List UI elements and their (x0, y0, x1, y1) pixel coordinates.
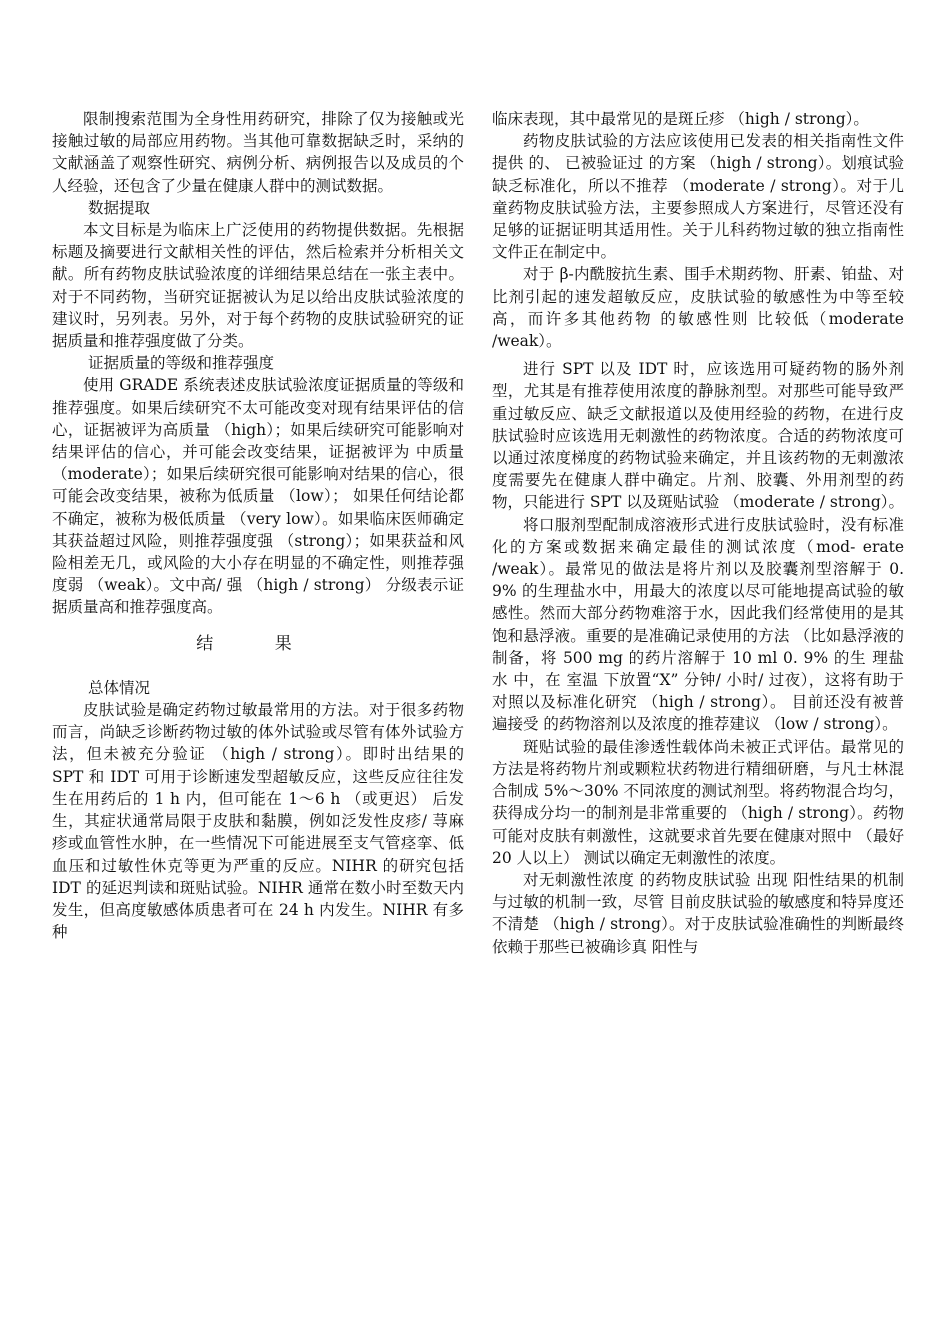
paragraph-data-extraction: 本文目标是为临床上广泛使用的药物提供数据。先根据标题及摘要进行文献相关性的评估，然后检索并分析相关文献。所有药物皮肤试验浓度的详细结果总结在一张主表中。对于不同药物，当研究证据被认为足以给出皮肤试验浓度的建议时，另列表。另外，对于每个药物的皮肤试验研究的证据质量和推荐强度做了分类。 (52, 221, 464, 351)
paragraph-evidence-grade: 使用 GRADE 系统表述皮肤试验浓度证据质量的等级和推荐强度。如果后续研究不太可能改变对现有结果评估的信心，证据被评为高质量 （high）；如果后续研究可能影响对结果评估的信心，并可能会改变结果，证据被评为 中质量 （moderate）；如果后续研究很可能影响对结果的信心，很可能会改变结果，被称为低质量 （low）； 如果任何结论都不确定，被称为极低质量 （very low）。如果临床医师确定其获益超过风险，则推荐强度强 （strong）；如果获益和风险相差无几，或风险的大小存在明显的不确定性，则推荐强度弱 （weak）。文中高/ 强 （high / strong） 分级表示证据质量高和推荐强度高。 (52, 376, 464, 617)
paragraph-patch-test: 斑贴试验的最佳渗透性载体尚未被正式评估。最常见的方法是将药物片剂或颗粒状药物进行精细研磨，与凡士林混合制成 5%～30% 不同浓度的测试剂型。将药物混合均匀，获得成分均一的制剂是非常重要的 （high / strong）。药物可能对皮肤有刺激性，这就要求首先要在健康对照中 （最好 20 人以上） 测试以确定无刺激性的浓度。 (492, 737, 904, 867)
paragraph-overall: 皮肤试验是确定药物过敏最常用的方法。对于很多药物而言，尚缺乏诊断药物过敏的体外试验或尽管有体外试验方法，但未被充分验证 （high / strong）。即时出结果的 SPT 和 IDT 可用于诊断速发型超敏反应，这些反应往往发生在用药后的 1 h 内，但可能在 1～6 h （或更迟） 后发生，其症状通常局限于皮肤和黏膜，例如泛发性皮疹/ 荨麻疹或血管性水肿，在一些情况下可能进展至支气管痉挛、低血压和过敏性休克等更为严重的反应。NIHR 的研究包括 IDT 的延迟判读和斑贴试验。NIHR 通常在数小时至数天内发生，但高度敏感体质患者可在 24 h 内发生。NIHR 有多种 (52, 701, 464, 942)
paragraph-continued: 临床表现，其中最常见的是斑丘疹 （high / strong）。 (492, 110, 869, 128)
paragraph-search-scope: 限制搜索范围为全身性用药研究，排除了仅为接触或光接触过敏的局部应用药物。当其他可靠数据缺乏时，采纳的文献涵盖了观察性研究、病例分析、病例报告以及成员的个人经验，还包含了少量在健康人群中的测试数据。 (52, 110, 464, 195)
paragraph-sensitivity: 对于 β-内酰胺抗生素、围手术期药物、肝素、铂盐、对比剂引起的速发超敏反应，皮肤试验的敏感性为中等至较高，而许多其他药物 的敏感性则 比较低（moderate /weak）。 (492, 265, 904, 351)
paragraph-nonirritant: 对无刺激性浓度 的药物皮肤试验 出现 阳性结果的机制与过敏的机制一致，尽管 目前皮肤试验的敏感度和特异度还不清楚 （high / strong）。对于皮肤试验准确性的判断最终依赖于那些已被确诊真 阳性与 (492, 870, 904, 956)
right-column (492, 108, 904, 958)
heading-overall: 总体情况 (88, 678, 151, 697)
paragraph-oral-formulation: 将口服剂型配制成溶液形式进行皮肤试验时，没有标准化的方案或数据来确定最佳的测试浓度（mod- erate /weak）。最常见的做法是将片剂以及胶囊剂型溶解于 0. 9% 的生理盐水中，用最大的浓度以尽可能地提高试验的敏感性。然而大部分药物难溶于水，因此我们经常使用的是其饱和悬浮液。重要的是准确记录使用的方法 （比如悬浮液的制备，将 500 mg 的药片溶解于 10 ml 0. 9% 的生 理盐 水 中，在 室温 下放置“X” 分钟/ 小时/ 过夜），这将有助于对照以及标准化研究 （high / strong）。 目前还没有被普遍接受 的药物溶剂以及浓度的推荐建议 （low / strong）。 (492, 515, 904, 734)
paragraph-spt-idt: 进行 SPT 以及 IDT 时，应该选用可疑药物的肠外剂型，尤其是有推荐使用浓度的静脉剂型。对那些可能导致严重过敏反应、缺乏文献报道以及使用经验的药物，在进行皮肤试验时应该选用无刺激性的药物浓度。合适的药物浓度可以通过浓度梯度的药物试验来确定，并且该药物的无刺激浓度需要先在健康人群中确定。片剂、胶囊、外用剂型的药物，只能进行 SPT 以及斑贴试验 （moderate / strong）。 (492, 360, 904, 512)
heading-evidence-grade: 证据质量的等级和推荐强度 (88, 354, 275, 373)
section-heading-results: 结 果 (196, 633, 320, 654)
left-column (52, 108, 464, 943)
heading-data-extraction: 数据提取 (88, 198, 151, 217)
paragraph-test-method: 药物皮肤试验的方法应该使用已发表的相关指南性文件提供 的、 已被验证过 的方案 （high / strong）。划痕试验缺乏标准化，所以不推荐 （moderate / strong）。对于儿童药物皮肤试验方法，主要参照成人方案进行，尽管还没有足够的证据证明其适用性。关于儿科药物过敏的独立指南性文件正在制定中。 (492, 132, 904, 262)
